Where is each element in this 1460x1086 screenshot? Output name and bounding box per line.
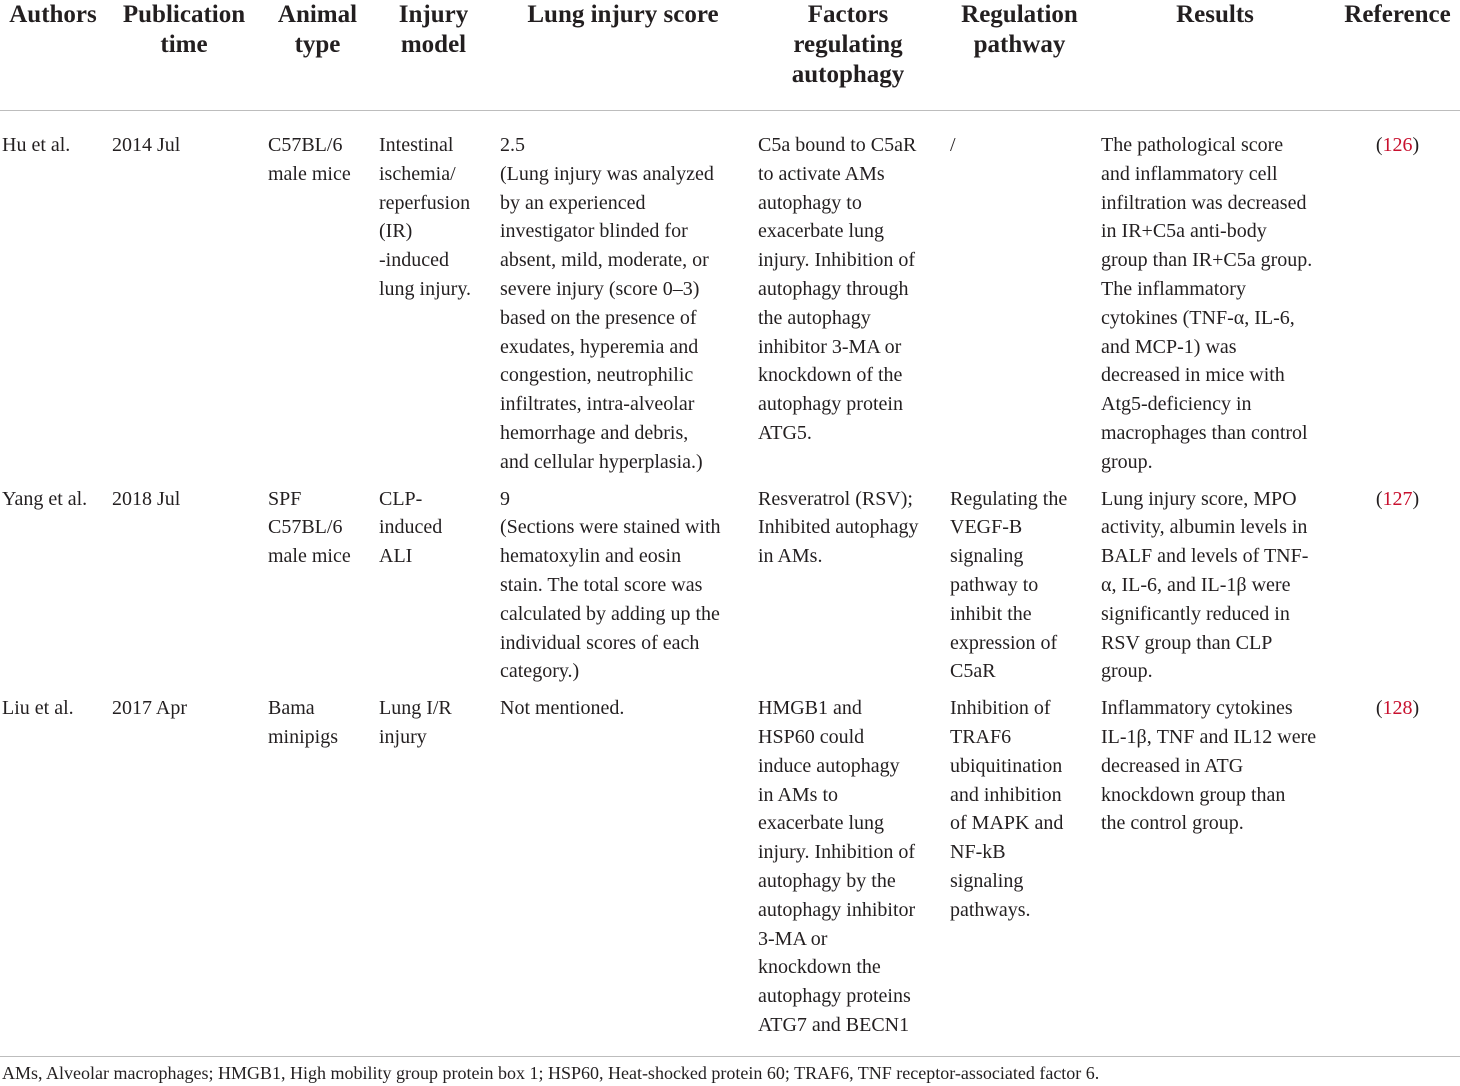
reference-link[interactable]: 126 — [1382, 134, 1413, 156]
cell-pathway: / — [950, 134, 956, 156]
reference-open-paren: ( — [1375, 487, 1383, 510]
cell-animal-type: C57BL/6 male mice — [268, 134, 351, 185]
cell-reference — [1335, 111, 1460, 485]
cell-factors: Resveratrol (RSV); Inhibited autophagy in AMs. — [758, 487, 919, 568]
cell-injury-model: Intestinal ischemia/ reperfusion (IR) -induced lung injury. — [379, 134, 472, 300]
table-footnote: AMs, Alveolar macrophages; HMGB1, High mobility group protein box 1; HSP60, Heat-shocked protein 60; TRAF6, TNF receptor-associated factor 6. — [2, 1063, 1100, 1083]
cell-lung-injury-score: 2.5 (Lung injury was analyzed by an experienced investigator blinded for absent, mild, moderate, or severe injury (score 0–3) based on the presence of exudates, hyperemia and congestion, neutrophilic infiltrates, intra-alveolar hemorrhage and debris, and cellular hyperplasia.) — [500, 134, 714, 473]
cell-author: Hu et al. — [2, 134, 71, 156]
reference-link[interactable]: 128 — [1382, 697, 1413, 720]
reference-open-paren: ( — [1375, 134, 1383, 156]
header-animal-type: Animal type — [262, 0, 373, 111]
header-factors-regulating-autophagy: Factors regulating autophagy — [752, 0, 944, 111]
header-regulation-pathway: Regulation pathway — [944, 0, 1095, 111]
header-results: Results — [1095, 0, 1335, 111]
cell-factors: HMGB1 and HSP60 could induce autophagy in AMs to exacerbate lung injury. Inhibition of autophagy by the autophagy inhibitor 3-MA or knockdown the autophagy proteins ATG7 and BECN1 — [752, 694, 944, 1056]
cell-injury-model: CLP- induced ALI — [379, 487, 443, 568]
cell-reference — [1335, 694, 1460, 1056]
cell-author: Liu et al. — [0, 694, 106, 1056]
cell-results: The pathological score and inflammatory cell infiltration was decreased in IR+C5a anti-body group than IR+C5a group. The inflammatory cytokines (TNF-α, IL-6, and MCP-1) was decreased in mice with Atg5-deficiency in macrophages than control group. — [1101, 134, 1313, 473]
cell-pathway: Inhibition of TRAF6 ubiquitination and inhibition of MAPK and NF-kB signaling pathways. — [944, 694, 1095, 1056]
cell-pathway: Regulating the VEGF-B signaling pathway to inhibit the expression of C5aR — [950, 487, 1068, 683]
cell-animal-type: Bama minipigs — [262, 694, 373, 1056]
reference-close-paren: ) — [1412, 487, 1420, 510]
reference-close-paren: ) — [1412, 697, 1420, 720]
header-authors: Authors — [0, 0, 106, 111]
cell-injury-model: Lung I/R injury — [373, 694, 494, 1056]
cell-author: Yang et al. — [2, 487, 88, 510]
cell-publication-time: 2018 Jul — [112, 487, 181, 510]
cell-lung-injury-score: Not mentioned. — [494, 694, 752, 1056]
table-row — [0, 111, 1460, 485]
cell-results: Lung injury score, MPO activity, albumin levels in BALF and levels of TNF- α, IL-6, and IL-1β were significantly reduced in RSV group than CLP group. — [1101, 487, 1309, 683]
header-lung-injury-score: Lung injury score — [494, 0, 752, 111]
reference-open-paren: ( — [1375, 697, 1383, 720]
reference-close-paren: ) — [1412, 134, 1420, 156]
cell-publication-time: 2014 Jul — [112, 134, 181, 156]
header-publication-time: Publication time — [106, 0, 262, 111]
table-row — [0, 694, 1460, 1056]
table-row — [0, 485, 1460, 695]
cell-animal-type: SPF C57BL/6 male mice — [268, 487, 351, 568]
header-injury-model: Injury model — [373, 0, 494, 111]
cell-results: Inflammatory cytokines IL-1β, TNF and IL12 were decreased in ATG knockdown group than the control group. — [1095, 694, 1335, 1056]
cell-publication-time: 2017 Apr — [106, 694, 262, 1056]
cell-factors: C5a bound to C5aR to activate AMs autophagy to exacerbate lung injury. Inhibition of autophagy through the autophagy inhibitor 3-MA or knockdown of the autophagy protein ATG5. — [758, 134, 917, 444]
reference-link[interactable]: 127 — [1382, 487, 1413, 510]
header-row — [0, 0, 1460, 111]
cell-lung-injury-score: 9 (Sections were stained with hematoxylin and eosin stain. The total score was calculated by adding up the individual scores of each category.) — [500, 487, 721, 683]
header-reference: Reference — [1335, 0, 1460, 111]
cell-reference — [1335, 485, 1460, 695]
